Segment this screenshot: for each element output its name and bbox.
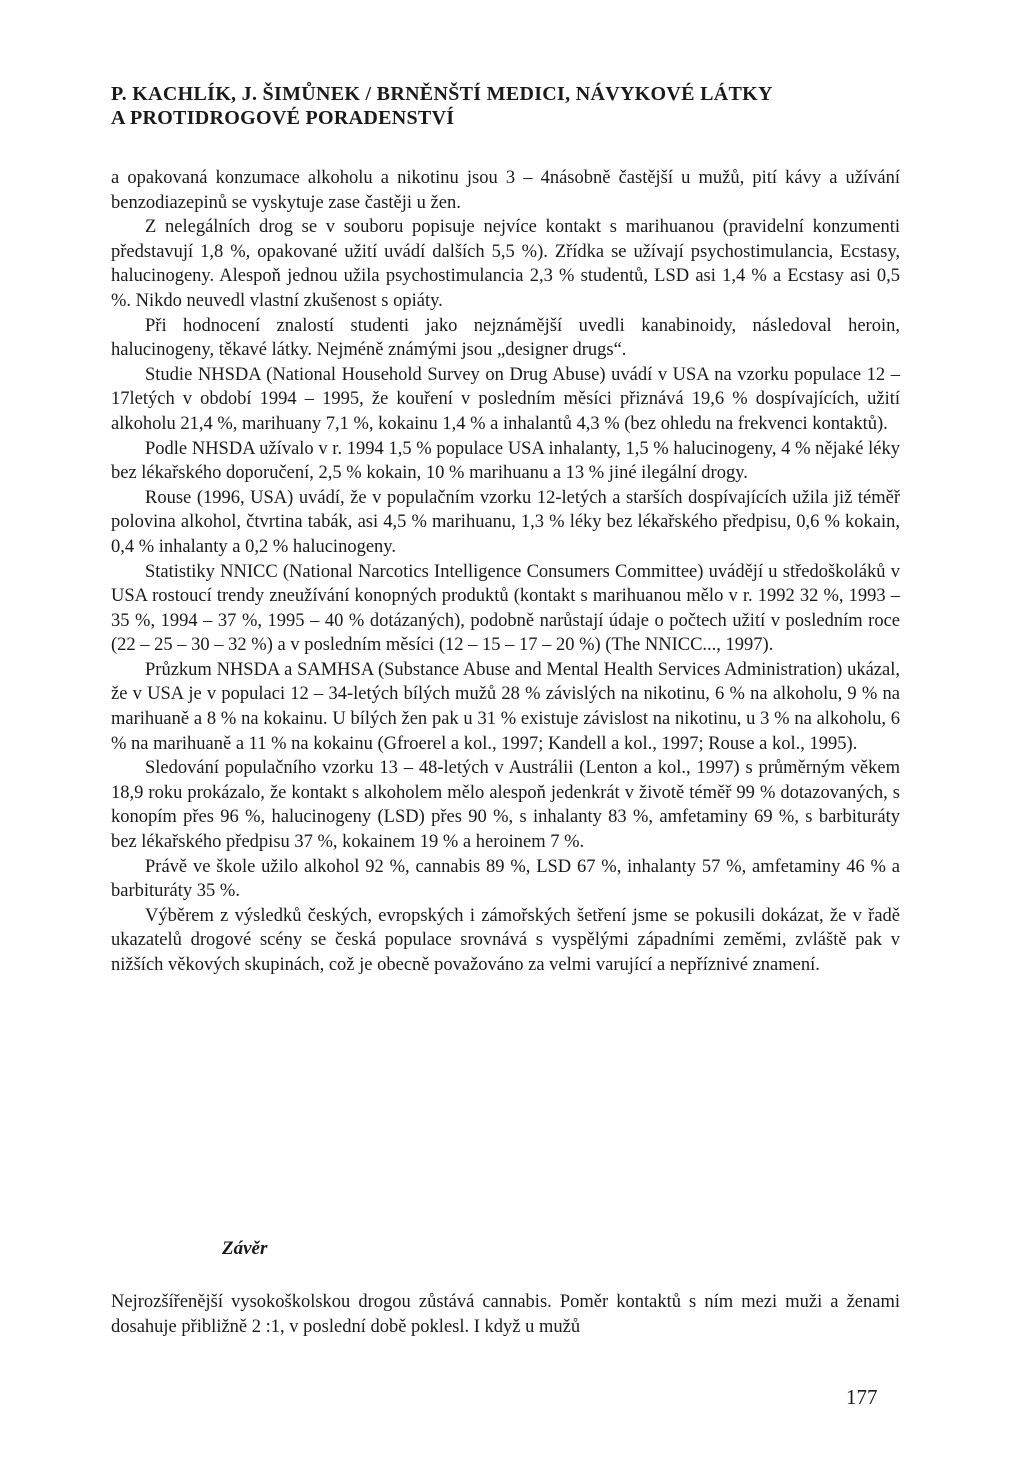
conclusion-paragraph: Nejrozšířenější vysokoškolskou drogou zůstává cannabis. Poměr kontaktů s ním mezi muži a ženami dosahuje přibližně 2 :1, v poslední době poklesl. I když u mužů [111, 1292, 900, 1337]
paragraph-4: Studie NHSDA (National Household Survey on Drug Abuse) uvádí v USA na vzorku populace 12 – 17letých v období 1994 – 1995, že kouření v posledním měsíci přiznává 19,6 % dospívajících, užití alkoholu 21,4 %, marihuany 7,1 %, kokainu 1,4 % a inhalantů 4,3 % (bez ohledu na frekvenci kontaktů). [111, 364, 900, 434]
paragraph-3: Při hodnocení znalostí studenti jako nejznámější uvedli kanabinoidy, následoval heroin, halucinogeny, těkavé látky. Nejméně známými jsou „designer drugs“. [111, 315, 900, 361]
page-number: 177 [846, 1385, 878, 1409]
paragraph-8: Průzkum NHSDA a SAMHSA (Substance Abuse and Mental Health Services Administration) ukázal, že v USA je v populaci 12 – 34-letých bílých mužů 28 % závislých na nikotinu, 6 % na alkoholu, 9 % na marihuaně a 8 % na kokainu. U bílých žen pak u 31 % existuje závislost na nikotinu, u 3 % na alkoholu, 6 % na marihuaně a 11 % na kokainu (Gfroerel a kol., 1997; Kandell a kol., 1997; Rouse a kol., 1995). [111, 659, 900, 754]
running-header [111, 82, 911, 130]
paragraph-7: Statistiky NNICC (National Narcotics Intelligence Consumers Committee) uvádějí u středoškoláků v USA rostoucí trendy zneužívání konopných produktů (kontakt s marihuanou mělo v r. 1992 32 %, 1993 – 35 %, 1994 – 37 %, 1995 – 40 % dotázaných), podobně narůstají údaje o počtech užití v posledním roce (22 – 25 – 30 – 32 %) a v posledním měsíci (12 – 15 – 17 – 20 %) (The NNICC..., 1997). [111, 561, 900, 656]
header-line-1: P. KACHLÍK, J. ŠIMŮNEK / BRNĚNŠTÍ MEDICI, NÁVYKOVÉ LÁTKY [111, 83, 773, 105]
paragraph-6: Rouse (1996, USA) uvádí, že v populačním vzorku 12-letých a starších dospívajících užila již téměř polovina alkohol, čtvrtina tabák, asi 4,5 % marihuanu, 1,3 % léky bez lékařského předpisu, 0,6 % kokain, 0,4 % inhalanty a 0,2 % halucinogeny. [111, 487, 900, 557]
article-body [111, 166, 900, 978]
paragraph-1: a opakovaná konzumace alkoholu a nikotinu jsou 3 – 4násobně častější u mužů, pití kávy a užívání benzodiazepinů se vyskytuje zase častěji u žen. [111, 168, 900, 213]
paragraph-9: Sledování populačního vzorku 13 – 48-letých v Austrálii (Lenton a kol., 1997) s průměrným věkem 18,9 roku prokázalo, že kontakt s alkoholem mělo alespoň jedenkrát v životě téměř 99 % dotazovaných, s konopím přes 96 %, halucinogeny (LSD) přes 90 %, s inhalanty 83 %, amfetaminy 69 %, s barbituráty bez lékařského předpisu 37 %, kokainem 19 % a heroinem 7 %. [111, 758, 900, 853]
header-line-2: A PROTIDROGOVÉ PORADENSTVÍ [111, 107, 455, 129]
paragraph-5: Podle NHSDA užívalo v r. 1994 1,5 % populace USA inhalanty, 1,5 % halucinogeny, 4 % nějaké léky bez lékařského doporučení, 2,5 % kokain, 10 % marihuanu a 13 % jiné ilegální drogy. [111, 438, 900, 484]
paragraph-2: Z nelegálních drog se v souboru popisuje nejvíce kontakt s marihuanou (pravidelní konzumenti představují 1,8 %, opakované užití uvádí dalších 5,5 %). Zřídka se užívají psychostimulancia, Ecstasy, halucinogeny. Alespoň jednou užila psychostimulancia 2,3 % studentů, LSD asi 1,4 % a Ecstasy asi 0,5 %. Nikdo neuvedl vlastní zkušenost s opiáty. [111, 217, 900, 311]
paragraph-11: Výběrem z výsledků českých, evropských i zámořských šetření jsme se pokusili dokázat, že v řadě ukazatelů drogové scény se česká populace srovnává s vyspělými západními zeměmi, zvláště pak v nižších věkových skupinách, což je obecně považováno za velmi varující a nepříznivé znamení. [111, 905, 900, 975]
paragraph-10: Právě ve škole užilo alkohol 92 %, cannabis 89 %, LSD 67 %, inhalanty 57 %, amfetaminy 46 % a barbituráty 35 %. [111, 856, 900, 902]
section-title: Závěr [222, 1238, 268, 1259]
